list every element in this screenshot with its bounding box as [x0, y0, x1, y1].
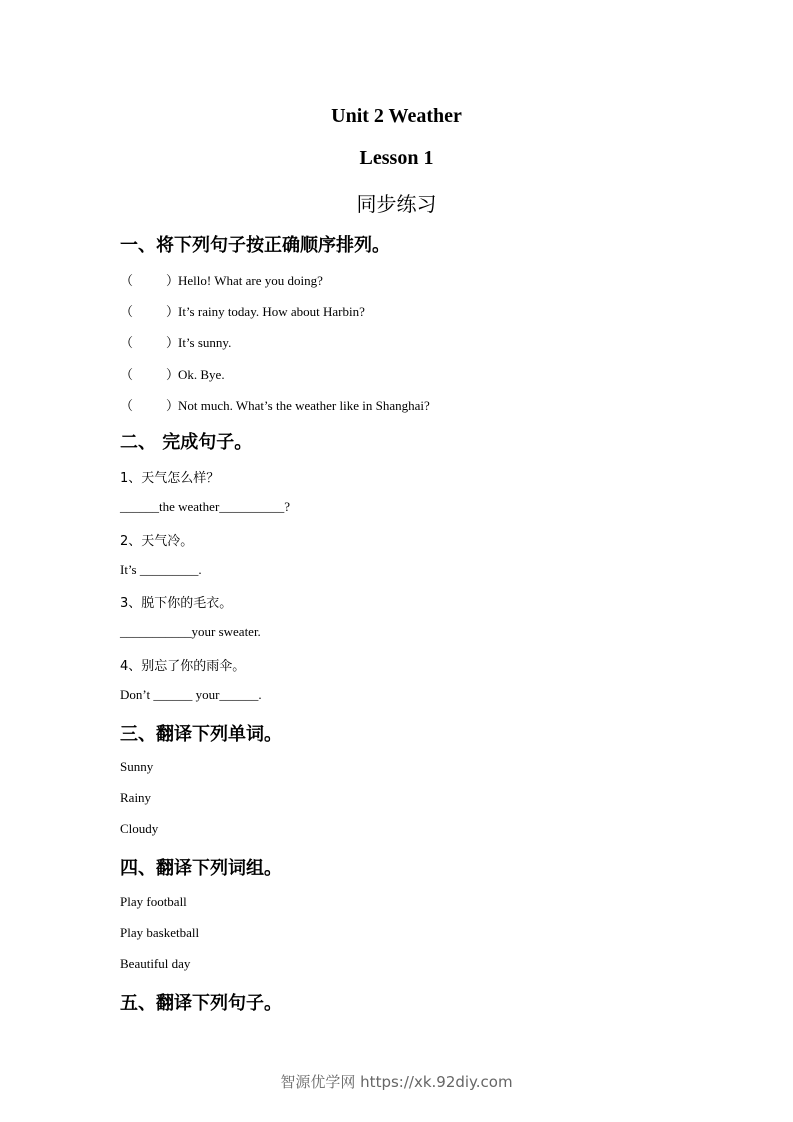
- lesson-title: Lesson 1: [359, 147, 434, 169]
- ordering-item: （ ）Hello! What are you doing?: [120, 273, 323, 288]
- ordering-item: （ ）Not much. What’s the weather like in Shanghai?: [120, 398, 430, 413]
- word-item: Sunny: [120, 759, 154, 774]
- ordering-item: （ ）Ok. Bye.: [120, 367, 225, 382]
- sentence-blank: ______the weather__________?: [120, 499, 291, 514]
- sentence-prompt: 1、天气怎么样？: [120, 471, 220, 486]
- section4-heading: 四、翻译下列词组。: [120, 858, 282, 879]
- ordering-item: （ ）It’s sunny.: [120, 335, 232, 350]
- section2-heading: 二、 完成句子。: [120, 432, 253, 453]
- sentence-blank: It’s _________.: [120, 562, 202, 577]
- word-item: Rainy: [120, 790, 152, 805]
- footer-watermark: 智源优学网 https://xk.92diy.com: [280, 1073, 513, 1091]
- sentence-blank: Don’t ______ your______.: [120, 687, 262, 702]
- phrase-item: Beautiful day: [120, 956, 191, 971]
- phrase-item: Play football: [120, 894, 187, 909]
- ordering-item: （ ）It’s rainy today. How about Harbin?: [120, 304, 365, 319]
- section1-heading: 一、将下列句子按正确顺序排列。: [120, 235, 390, 256]
- sentence-prompt: 4、别忘了你的雨伞。: [120, 659, 246, 674]
- phrase-item: Play basketball: [120, 925, 200, 940]
- document-subtitle: 同步练习: [356, 192, 437, 216]
- sentence-prompt: 3、脱下你的毛衣。: [120, 596, 233, 611]
- document-title: Unit 2 Weather: [331, 105, 462, 127]
- sentence-blank: ___________your sweater.: [120, 624, 261, 639]
- section3-heading: 三、翻译下列单词。: [120, 724, 282, 745]
- word-item: Cloudy: [120, 821, 159, 836]
- section5-heading: 五、翻译下列句子。: [120, 993, 282, 1014]
- sentence-prompt: 2、天气冷。: [120, 534, 194, 549]
